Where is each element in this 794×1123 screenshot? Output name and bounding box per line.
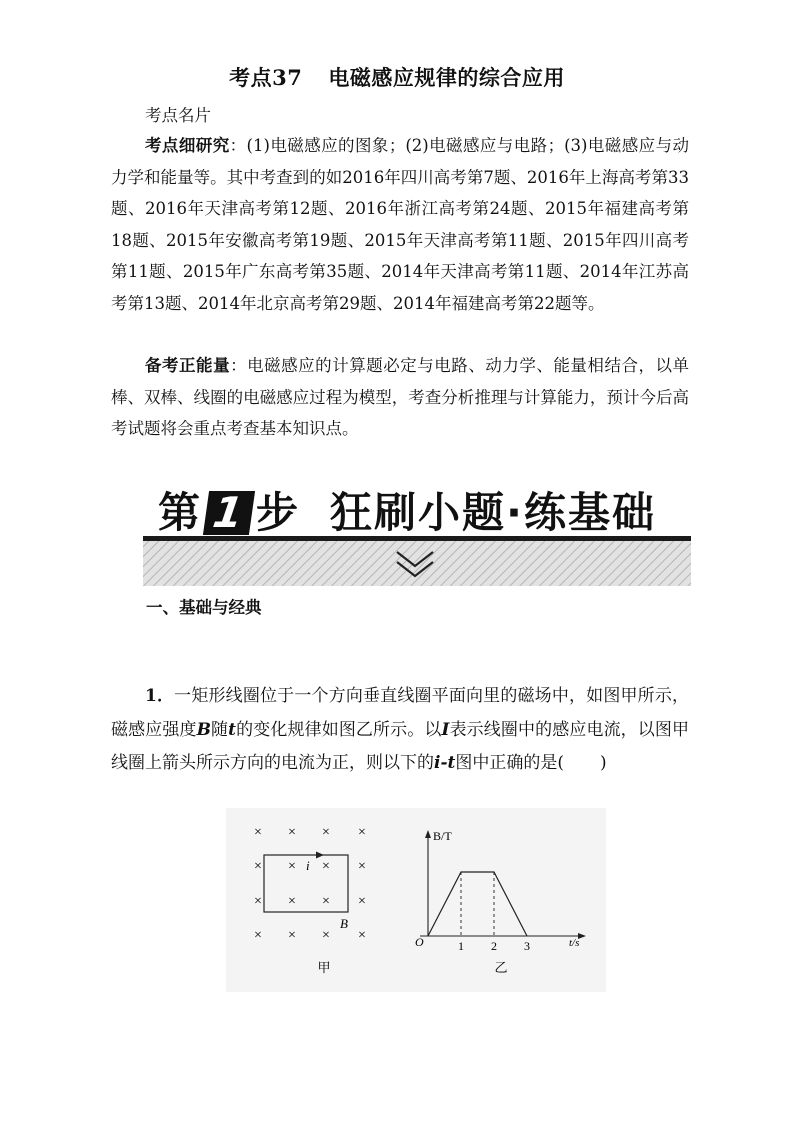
energy-text: ：电磁感应的计算题必定与电路、动力学、能量相结合，以单棒、双棒、线圈的电磁感应过程为模型，考查分析推理与计算能力，预计今后高考试题将会重点考查基本知识点。 xyxy=(111,356,690,438)
x-tick-label: 1 xyxy=(458,939,464,953)
y-axis-label: B/T xyxy=(433,829,452,843)
x-axis-label: t/s xyxy=(569,937,580,949)
origin-label: O xyxy=(415,935,424,949)
var-t: t xyxy=(228,719,237,740)
study-label: 考点细研究 xyxy=(145,136,230,155)
banner-before: 第 xyxy=(158,488,203,537)
banner-step-number: 1 xyxy=(203,491,255,535)
figure-svg xyxy=(226,808,606,992)
banner-title xyxy=(158,480,656,540)
question-text: 表示线圈中的感应电流，以图甲线圈上箭头所示方向的电流为正，则以下的 xyxy=(111,719,690,773)
question-text: 的变化规律如图乙所示。以 xyxy=(236,719,442,740)
field-cross: × xyxy=(358,825,366,840)
series-line xyxy=(428,872,527,936)
figure-panel xyxy=(226,808,606,992)
field-cross: × xyxy=(254,825,262,840)
title-part2: 电磁感应规律的综合应用 xyxy=(328,65,565,90)
study-text: ：(1)电磁感应的图象；(2)电磁感应与电路；(3)电磁感应与动力学和能量等。其中考查到的如2016年四川高考第7题、2016年上海高考第33题、2016年天津高考第12题、2016年浙江高考第24题、2015年福建高考第18题、2015年安徽高考第19题、2015年天津高考第11题、2015年四川高考第11题、2015年广东高考第35题、2014年天津高考第11题、2014年江苏高考第13题、2014年北京高考第29题、2014年福建高考第22题等。 xyxy=(111,136,689,313)
field-cross: × xyxy=(254,928,262,943)
field-cross: × xyxy=(254,894,262,909)
field-cross: × xyxy=(288,894,296,909)
current-label: i xyxy=(306,858,310,873)
banner-stripe-band xyxy=(143,540,691,586)
section-heading: 一、基础与经典 xyxy=(146,598,262,617)
var-b: B xyxy=(196,719,211,740)
field-cross: × xyxy=(322,894,330,909)
coil-diagram xyxy=(254,825,366,975)
question-number: 1． xyxy=(145,686,175,706)
energy-label: 备考正能量 xyxy=(145,356,231,375)
field-cross: × xyxy=(288,825,296,840)
var-it: i-t xyxy=(434,753,456,773)
question-text: 随 xyxy=(210,719,229,740)
left-caption: 甲 xyxy=(317,960,331,975)
banner-after: 步 xyxy=(256,488,301,537)
question-1 xyxy=(111,680,689,781)
field-cross: × xyxy=(322,859,330,874)
field-cross: × xyxy=(288,859,296,874)
field-cross: × xyxy=(358,928,366,943)
energy-paragraph xyxy=(111,350,689,445)
field-cross: × xyxy=(288,928,296,943)
field-cross: × xyxy=(358,894,366,909)
banner-subtitle: 狂刷小题·练基础 xyxy=(330,488,656,537)
question-text: 一矩形线圈位于一个方向垂直线圈平面向里的磁场中，如图甲所示，磁感应强度 xyxy=(111,686,689,740)
question-text: 图中正确的是( xyxy=(455,753,565,773)
graph-marks xyxy=(428,872,530,953)
var-i-capital: I xyxy=(441,719,450,740)
card-heading: 考点名片 xyxy=(145,106,211,125)
question-text: ) xyxy=(600,753,607,773)
x-tick-label: 2 xyxy=(491,939,497,953)
field-cross: × xyxy=(322,825,330,840)
field-label: B xyxy=(340,916,348,931)
arrow-head-icon xyxy=(316,852,324,859)
field-cross: × xyxy=(358,859,366,874)
bt-graph xyxy=(415,829,586,975)
field-cross: × xyxy=(322,928,330,943)
title-part1: 考点37 xyxy=(229,65,303,90)
field-cross: × xyxy=(254,859,262,874)
study-paragraph xyxy=(111,130,689,319)
page-title xyxy=(0,62,794,92)
right-caption: 乙 xyxy=(494,960,508,975)
y-axis-arrow-icon xyxy=(425,830,431,838)
x-tick-label: 3 xyxy=(524,939,530,953)
